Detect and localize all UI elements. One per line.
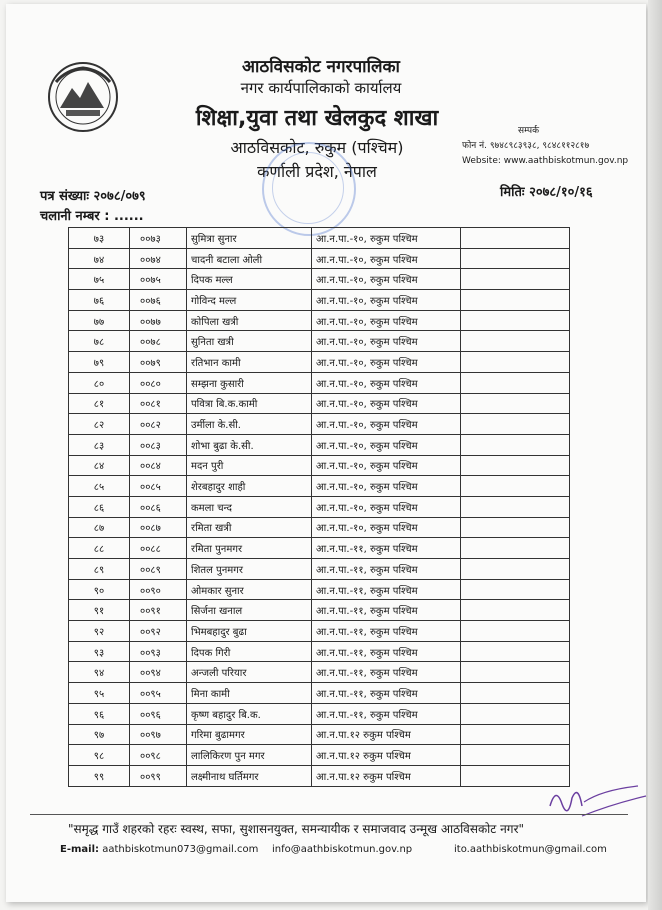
- row-remarks: [461, 455, 570, 476]
- table-row: [69, 393, 570, 414]
- row-remarks: [461, 290, 570, 311]
- row-address: आ.न.पा.१२ रुकुम पश्चिम: [312, 724, 461, 745]
- row-serial: ७६: [69, 290, 130, 311]
- row-address: आ.न.पा.-११, रुकुम पश्चिम: [312, 703, 461, 724]
- row-symbol-number: ००८७: [130, 517, 187, 538]
- row-remarks: [461, 228, 570, 249]
- row-remarks: [461, 621, 570, 642]
- signature-icon: [542, 776, 652, 826]
- row-remarks: [461, 393, 570, 414]
- office-stamp-inner: [272, 152, 344, 224]
- row-symbol-number: ००७६: [130, 290, 187, 311]
- row-remarks: [461, 517, 570, 538]
- row-remarks: [461, 683, 570, 704]
- row-address: आ.न.पा.-१०, रुकुम पश्चिम: [312, 331, 461, 352]
- row-address: आ.न.पा.-११, रुकुम पश्चिम: [312, 621, 461, 642]
- row-serial: ७४: [69, 248, 130, 269]
- row-serial: ७५: [69, 269, 130, 290]
- row-symbol-number: ००८८: [130, 538, 187, 559]
- row-student-name: रतिभान कामी: [187, 352, 312, 373]
- table-row: [69, 455, 570, 476]
- footer-email-primary: [60, 844, 258, 855]
- row-address: आ.न.पा.-१०, रुकुम पश्चिम: [312, 517, 461, 538]
- section-name: शिक्षा,युवा तथा खेलकुद शाखा: [195, 106, 439, 131]
- table-row: [69, 476, 570, 497]
- table-row: [69, 703, 570, 724]
- email-label: E-mail:: [60, 844, 100, 855]
- table-row: [69, 765, 570, 786]
- row-symbol-number: ००९२: [130, 621, 187, 642]
- row-serial: ८८: [69, 538, 130, 559]
- row-symbol-number: ००८२: [130, 414, 187, 435]
- row-remarks: [461, 476, 570, 497]
- row-student-name: चादनी बटाला ओली: [187, 248, 312, 269]
- row-remarks: [461, 538, 570, 559]
- row-address: आ.न.पा.-१०, रुकुम पश्चिम: [312, 434, 461, 455]
- row-serial: ९२: [69, 621, 130, 642]
- table-row: [69, 641, 570, 662]
- row-serial: ७३: [69, 228, 130, 249]
- row-serial: ८२: [69, 414, 130, 435]
- row-remarks: [461, 414, 570, 435]
- row-address: आ.न.पा.-१०, रुकुम पश्चिम: [312, 352, 461, 373]
- row-symbol-number: ००९७: [130, 724, 187, 745]
- row-symbol-number: ००८५: [130, 476, 187, 497]
- row-student-name: भिमबहादुर बुढा: [187, 621, 312, 642]
- province-line: कर्णाली प्रदेश, नेपाल: [257, 162, 377, 181]
- row-address: आ.न.पा.१२ रुकुम पश्चिम: [312, 765, 461, 786]
- row-student-name: रमिता पुनमगर: [187, 538, 312, 559]
- table-row: [69, 269, 570, 290]
- row-remarks: [461, 662, 570, 683]
- row-symbol-number: ००७९: [130, 352, 187, 373]
- contact-block: [462, 124, 628, 169]
- row-symbol-number: ००९४: [130, 662, 187, 683]
- row-address: आ.न.पा.-१०, रुकुम पश्चिम: [312, 414, 461, 435]
- student-table: [68, 227, 570, 787]
- row-remarks: [461, 724, 570, 745]
- row-address: आ.न.पा.-११, रुकुम पश्चिम: [312, 641, 461, 662]
- table-row: [69, 579, 570, 600]
- row-address: आ.न.पा.-११, रुकुम पश्चिम: [312, 683, 461, 704]
- row-student-name: लालिकिरण पुन मगर: [187, 745, 312, 766]
- row-symbol-number: ००९६: [130, 703, 187, 724]
- row-student-name: सुमित्रा सुनार: [187, 228, 312, 249]
- row-serial: ९७: [69, 724, 130, 745]
- table-row: [69, 600, 570, 621]
- row-student-name: मदन पुरी: [187, 455, 312, 476]
- row-symbol-number: ००८१: [130, 393, 187, 414]
- row-student-name: गोविन्द मल्ल: [187, 290, 312, 311]
- table-row: [69, 248, 570, 269]
- row-student-name: लक्ष्मीनाथ घर्तिमगर: [187, 765, 312, 786]
- row-address: आ.न.पा.-१०, रुकुम पश्चिम: [312, 476, 461, 497]
- row-serial: ९३: [69, 641, 130, 662]
- row-remarks: [461, 310, 570, 331]
- row-student-name: सिर्जना खनाल: [187, 600, 312, 621]
- row-student-name: कमला चन्द: [187, 496, 312, 517]
- row-serial: ८५: [69, 476, 130, 497]
- row-remarks: [461, 600, 570, 621]
- row-remarks: [461, 434, 570, 455]
- table-row: [69, 683, 570, 704]
- row-symbol-number: ००९५: [130, 683, 187, 704]
- table-row: [69, 414, 570, 435]
- table-row: [69, 745, 570, 766]
- row-symbol-number: ००८३: [130, 434, 187, 455]
- row-symbol-number: ००७३: [130, 228, 187, 249]
- row-remarks: [461, 331, 570, 352]
- row-serial: ८७: [69, 517, 130, 538]
- row-serial: ९६: [69, 703, 130, 724]
- table-row: [69, 310, 570, 331]
- row-student-name: शेरबहादुर शाही: [187, 476, 312, 497]
- row-student-name: अन्जली परियार: [187, 662, 312, 683]
- table-row: [69, 538, 570, 559]
- row-address: आ.न.पा.-१०, रुकुम पश्चिम: [312, 393, 461, 414]
- row-student-name: गरिमा बुढामगर: [187, 724, 312, 745]
- row-serial: ८९: [69, 559, 130, 580]
- municipality-name: आठविसकोट नगरपालिका: [242, 57, 400, 77]
- row-remarks: [461, 703, 570, 724]
- row-address: आ.न.पा.-१०, रुकुम पश्चिम: [312, 496, 461, 517]
- row-address: आ.न.पा.-१०, रुकुम पश्चिम: [312, 248, 461, 269]
- row-student-name: दिपक गिरी: [187, 641, 312, 662]
- row-remarks: [461, 745, 570, 766]
- row-remarks: [461, 352, 570, 373]
- address-line: आठविसकोट, रुकुम (पश्चिम): [230, 138, 404, 157]
- row-student-name: शितल पुनमगर: [187, 559, 312, 580]
- row-student-name: सुनिता खत्री: [187, 331, 312, 352]
- row-remarks: [461, 641, 570, 662]
- row-serial: ९४: [69, 662, 130, 683]
- row-symbol-number: ००८९: [130, 559, 187, 580]
- row-student-name: उर्मीला के.सी.: [187, 414, 312, 435]
- website: Website: www.aathbiskotmun.gov.np: [462, 156, 629, 166]
- row-address: आ.न.पा.-११, रुकुम पश्चिम: [312, 538, 461, 559]
- table-row: [69, 352, 570, 373]
- row-symbol-number: ००७५: [130, 269, 187, 290]
- row-remarks: [461, 248, 570, 269]
- row-address: आ.न.पा.-११, रुकुम पश्चिम: [312, 600, 461, 621]
- table-row: [69, 228, 570, 249]
- table-row: [69, 724, 570, 745]
- table-row: [69, 434, 570, 455]
- row-student-name: कृष्ण बहादुर बि.क.: [187, 703, 312, 724]
- row-address: आ.न.पा.-११, रुकुम पश्चिम: [312, 662, 461, 683]
- row-symbol-number: ००८४: [130, 455, 187, 476]
- table-row: [69, 290, 570, 311]
- table-row: [69, 559, 570, 580]
- row-serial: ७८: [69, 331, 130, 352]
- row-serial: ९५: [69, 683, 130, 704]
- row-symbol-number: ००८६: [130, 496, 187, 517]
- row-student-name: कोपिला खत्री: [187, 310, 312, 331]
- row-address: आ.न.पा.-१०, रुकुम पश्चिम: [312, 269, 461, 290]
- row-symbol-number: ००७७: [130, 310, 187, 331]
- row-student-name: रमिता खत्री: [187, 517, 312, 538]
- table-row: [69, 496, 570, 517]
- row-address: आ.न.पा.-११, रुकुम पश्चिम: [312, 579, 461, 600]
- row-serial: ८६: [69, 496, 130, 517]
- row-remarks: [461, 579, 570, 600]
- footer-email-info[interactable]: info@aathbiskotmun.gov.np: [272, 844, 413, 855]
- row-remarks: [461, 559, 570, 580]
- row-symbol-number: ००८०: [130, 372, 187, 393]
- row-symbol-number: ००९३: [130, 641, 187, 662]
- row-symbol-number: ००९८: [130, 745, 187, 766]
- row-remarks: [461, 496, 570, 517]
- table-row: [69, 331, 570, 352]
- row-address: आ.न.पा.-१०, रुकुम पश्चिम: [312, 455, 461, 476]
- email-primary[interactable]: aathbiskotmun073@gmail.com: [102, 844, 259, 855]
- row-address: आ.न.पा.१२ रुकुम पश्चिम: [312, 745, 461, 766]
- row-symbol-number: ००९०: [130, 579, 187, 600]
- footer-email-ito[interactable]: ito.aathbiskotmun@gmail.com: [454, 844, 607, 855]
- row-student-name: मिना कामी: [187, 683, 312, 704]
- row-address: आ.न.पा.-१०, रुकुम पश्चिम: [312, 228, 461, 249]
- row-serial: ८३: [69, 434, 130, 455]
- row-student-name: सम्झना कुसारी: [187, 372, 312, 393]
- row-serial: ९१: [69, 600, 130, 621]
- row-symbol-number: ००७४: [130, 248, 187, 269]
- row-symbol-number: ००७८: [130, 331, 187, 352]
- row-serial: ८०: [69, 372, 130, 393]
- contact-label: सम्पर्क: [518, 126, 539, 136]
- page-edge: [648, 0, 662, 910]
- table-row: [69, 662, 570, 683]
- footer-divider: [30, 814, 628, 815]
- row-address: आ.न.पा.-१०, रुकुम पश्चिम: [312, 310, 461, 331]
- row-address: आ.न.पा.-११, रुकुम पश्चिम: [312, 559, 461, 580]
- phone-number: फोन नं. ९७४८९८३९३८, ९८४८११२८१७: [462, 141, 590, 151]
- table-row: [69, 372, 570, 393]
- row-remarks: [461, 269, 570, 290]
- footer-slogan: "समृद्ध गाउँ शहरको रहरः स्वस्थ, सफा, सुशासनयुक्त, समन्यायीक र समाजवाद उन्मूख आठविसकोट नगर": [68, 822, 524, 836]
- row-symbol-number: ००९१: [130, 600, 187, 621]
- row-symbol-number: ००९९: [130, 765, 187, 786]
- row-student-name: शोभा बुढा के.सी.: [187, 434, 312, 455]
- row-serial: ९८: [69, 745, 130, 766]
- row-serial: ९०: [69, 579, 130, 600]
- row-serial: ८१: [69, 393, 130, 414]
- row-address: आ.न.पा.-१०, रुकुम पश्चिम: [312, 372, 461, 393]
- row-student-name: दिपक मल्ल: [187, 269, 312, 290]
- reference-number: पत्र संख्याः २०७८/०७९: [40, 189, 146, 204]
- row-student-name: पवित्रा बि.क.कामी: [187, 393, 312, 414]
- table-row: [69, 517, 570, 538]
- row-serial: ८४: [69, 455, 130, 476]
- row-address: आ.न.पा.-१०, रुकुम पश्चिम: [312, 290, 461, 311]
- letter-date: मितिः २०७८/१०/१६: [500, 185, 593, 200]
- dispatch-number: चलानी नम्बर : ......: [40, 209, 144, 224]
- row-student-name: ओमकार सुनार: [187, 579, 312, 600]
- office-name: नगर कार्यपालिकाको कार्यालय: [240, 79, 402, 97]
- row-remarks: [461, 372, 570, 393]
- row-serial: ९९: [69, 765, 130, 786]
- table-row: [69, 621, 570, 642]
- row-serial: ७९: [69, 352, 130, 373]
- row-serial: ७७: [69, 310, 130, 331]
